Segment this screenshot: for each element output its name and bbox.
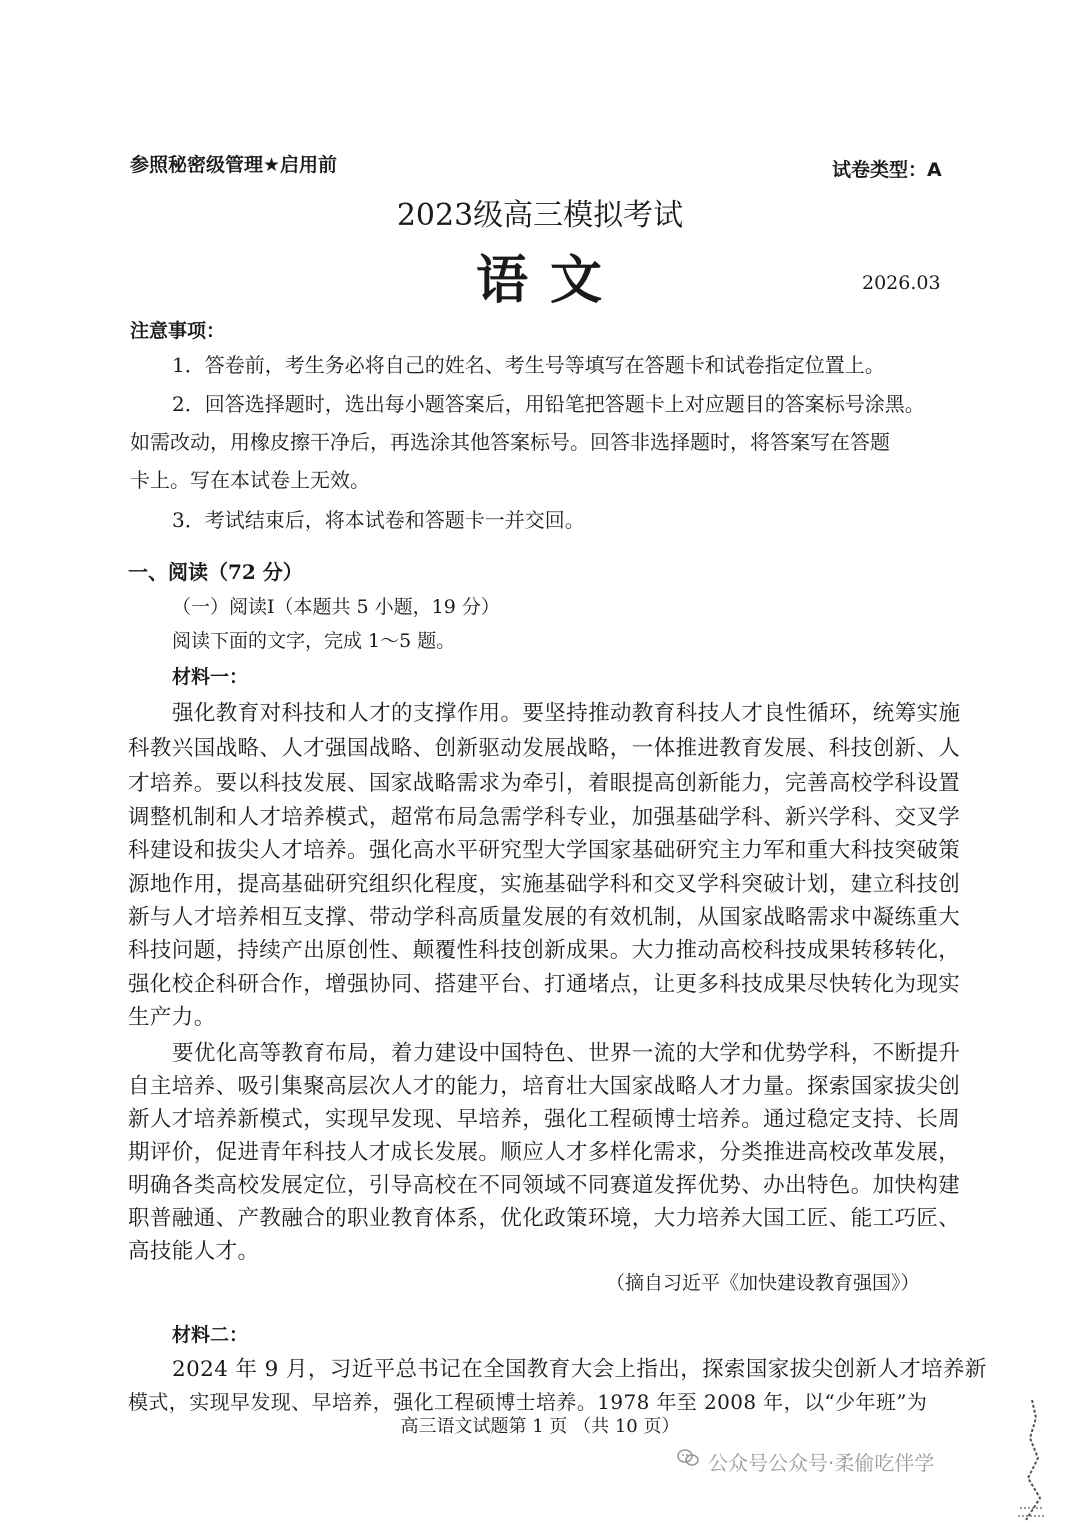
material1-line: 强化教育对科技和人才的支撑作用。要坚持推动教育科技人才良性循环，统筹实施 <box>172 701 961 726</box>
notice-line: 1．答卷前，考生务必将自己的姓名、考生号等填写在答题卡和试卷指定位置上。 <box>172 353 885 377</box>
notice-line: 卡上。写在本试卷上无效。 <box>130 468 370 492</box>
wechat-icon <box>677 1448 699 1468</box>
material1-line: 科建设和拔尖人才培养。强化高水平研究型大学国家基础研究主力军和重大科技突破策 <box>128 838 961 863</box>
material1-line: 职普融通、产教融合的职业教育体系，优化政策环境，大力培养大国工匠、能工巧匠、 <box>128 1206 961 1231</box>
notice-heading: 注意事项： <box>130 320 226 342</box>
material1-line: 期评价，促进青年科技人才成长发展。顺应人才多样化需求，分类推进高校改革发展， <box>128 1140 961 1165</box>
material1-line: 源地作用，提高基础研究组织化程度，实施基础学科和交叉学科突破计划，建立科技创 <box>128 872 961 897</box>
material1-line: 明确各类高校发展定位，引导高校在不同领域不同赛道发挥优势、办出特色。加快构建 <box>128 1173 961 1198</box>
watermark: 公众号公众号·柔偷吃伴学 <box>708 1451 935 1475</box>
paper-type-label: 试卷类型：A <box>832 159 942 181</box>
material1-line: 科教兴国战略、人才强国战略、创新驱动发展战略，一体推进教育发展、科技创新、人 <box>128 736 961 761</box>
material1-line: 要优化高等教育布局，着力建设中国特色、世界一流的大学和优势学科，不断提升 <box>172 1041 961 1066</box>
material1-line: 新与人才培养相互支撑、带动学科高质量发展的有效机制，从国家战略需求中凝练重大 <box>128 905 961 930</box>
material2-line: 模式，实现早发现、早培养，强化工程硕博士培养。1978 年至 2008 年，以“少年班”为 <box>128 1390 928 1414</box>
notice-line: 3．考试结束后，将本试卷和答题卡一并交回。 <box>172 508 585 532</box>
section-heading: 一、阅读（72 分） <box>128 560 303 584</box>
page-mark-icon <box>1012 1398 1052 1523</box>
notice-line: 2．回答选择题时，选出每小题答案后，用铅笔把答题卡上对应题目的答案标号涂黑。 <box>172 392 925 416</box>
material1-line: 强化校企科研合作，增强协同、搭建平台、打通堵点，让更多科技成果尽快转化为现实 <box>128 972 961 997</box>
material1-line: 新人才培养新模式，实现早发现、早培养，强化工程硕博士培养。通过稳定支持、长周 <box>128 1107 961 1132</box>
subject-title: 语 文 <box>475 250 605 311</box>
exam-date: 2026.03 <box>862 272 941 294</box>
section-sub-heading: （一）阅读Ⅰ（本题共 5 小题，19 分） <box>172 596 500 618</box>
material1-line: 科技问题，持续产出原创性、颠覆性科技创新成果。大力推动高校科技成果转移转化， <box>128 938 961 963</box>
material1-source: （摘自习近平《加快建设教育强国》） <box>606 1272 920 1294</box>
secrecy-label: 参照秘密级管理★启用前 <box>130 154 338 176</box>
page-footer: 高三语文试题第 1 页 （共 10 页） <box>400 1416 680 1437</box>
material2-line: 2024 年 9 月，习近平总书记在全国教育大会上指出，探索国家拔尖创新人才培养新 <box>172 1357 987 1382</box>
material1-line: 生产力。 <box>128 1005 216 1030</box>
material2-label: 材料二： <box>172 1324 249 1346</box>
material1-label: 材料一： <box>172 666 249 688</box>
material1-line: 自主培养、吸引集聚高层次人才的能力，培育壮大国家战略人才力量。探索国家拔尖创 <box>128 1074 961 1099</box>
notice-line: 如需改动，用橡皮擦干净后，再选涂其他答案标号。回答非选择题时，将答案写在答题 <box>130 430 890 454</box>
exam-title: 2023级高三模拟考试 <box>396 198 684 233</box>
material1-line: 才培养。要以科技发展、国家战略需求为牵引，着眼提高创新能力，完善高校学科设置 <box>128 771 961 796</box>
material1-line: 高技能人才。 <box>128 1239 260 1264</box>
section-instruction: 阅读下面的文字，完成 1～5 题。 <box>172 630 456 652</box>
material1-line: 调整机制和人才培养模式，超常布局急需学科专业，加强基础学科、新兴学科、交叉学 <box>128 805 961 830</box>
